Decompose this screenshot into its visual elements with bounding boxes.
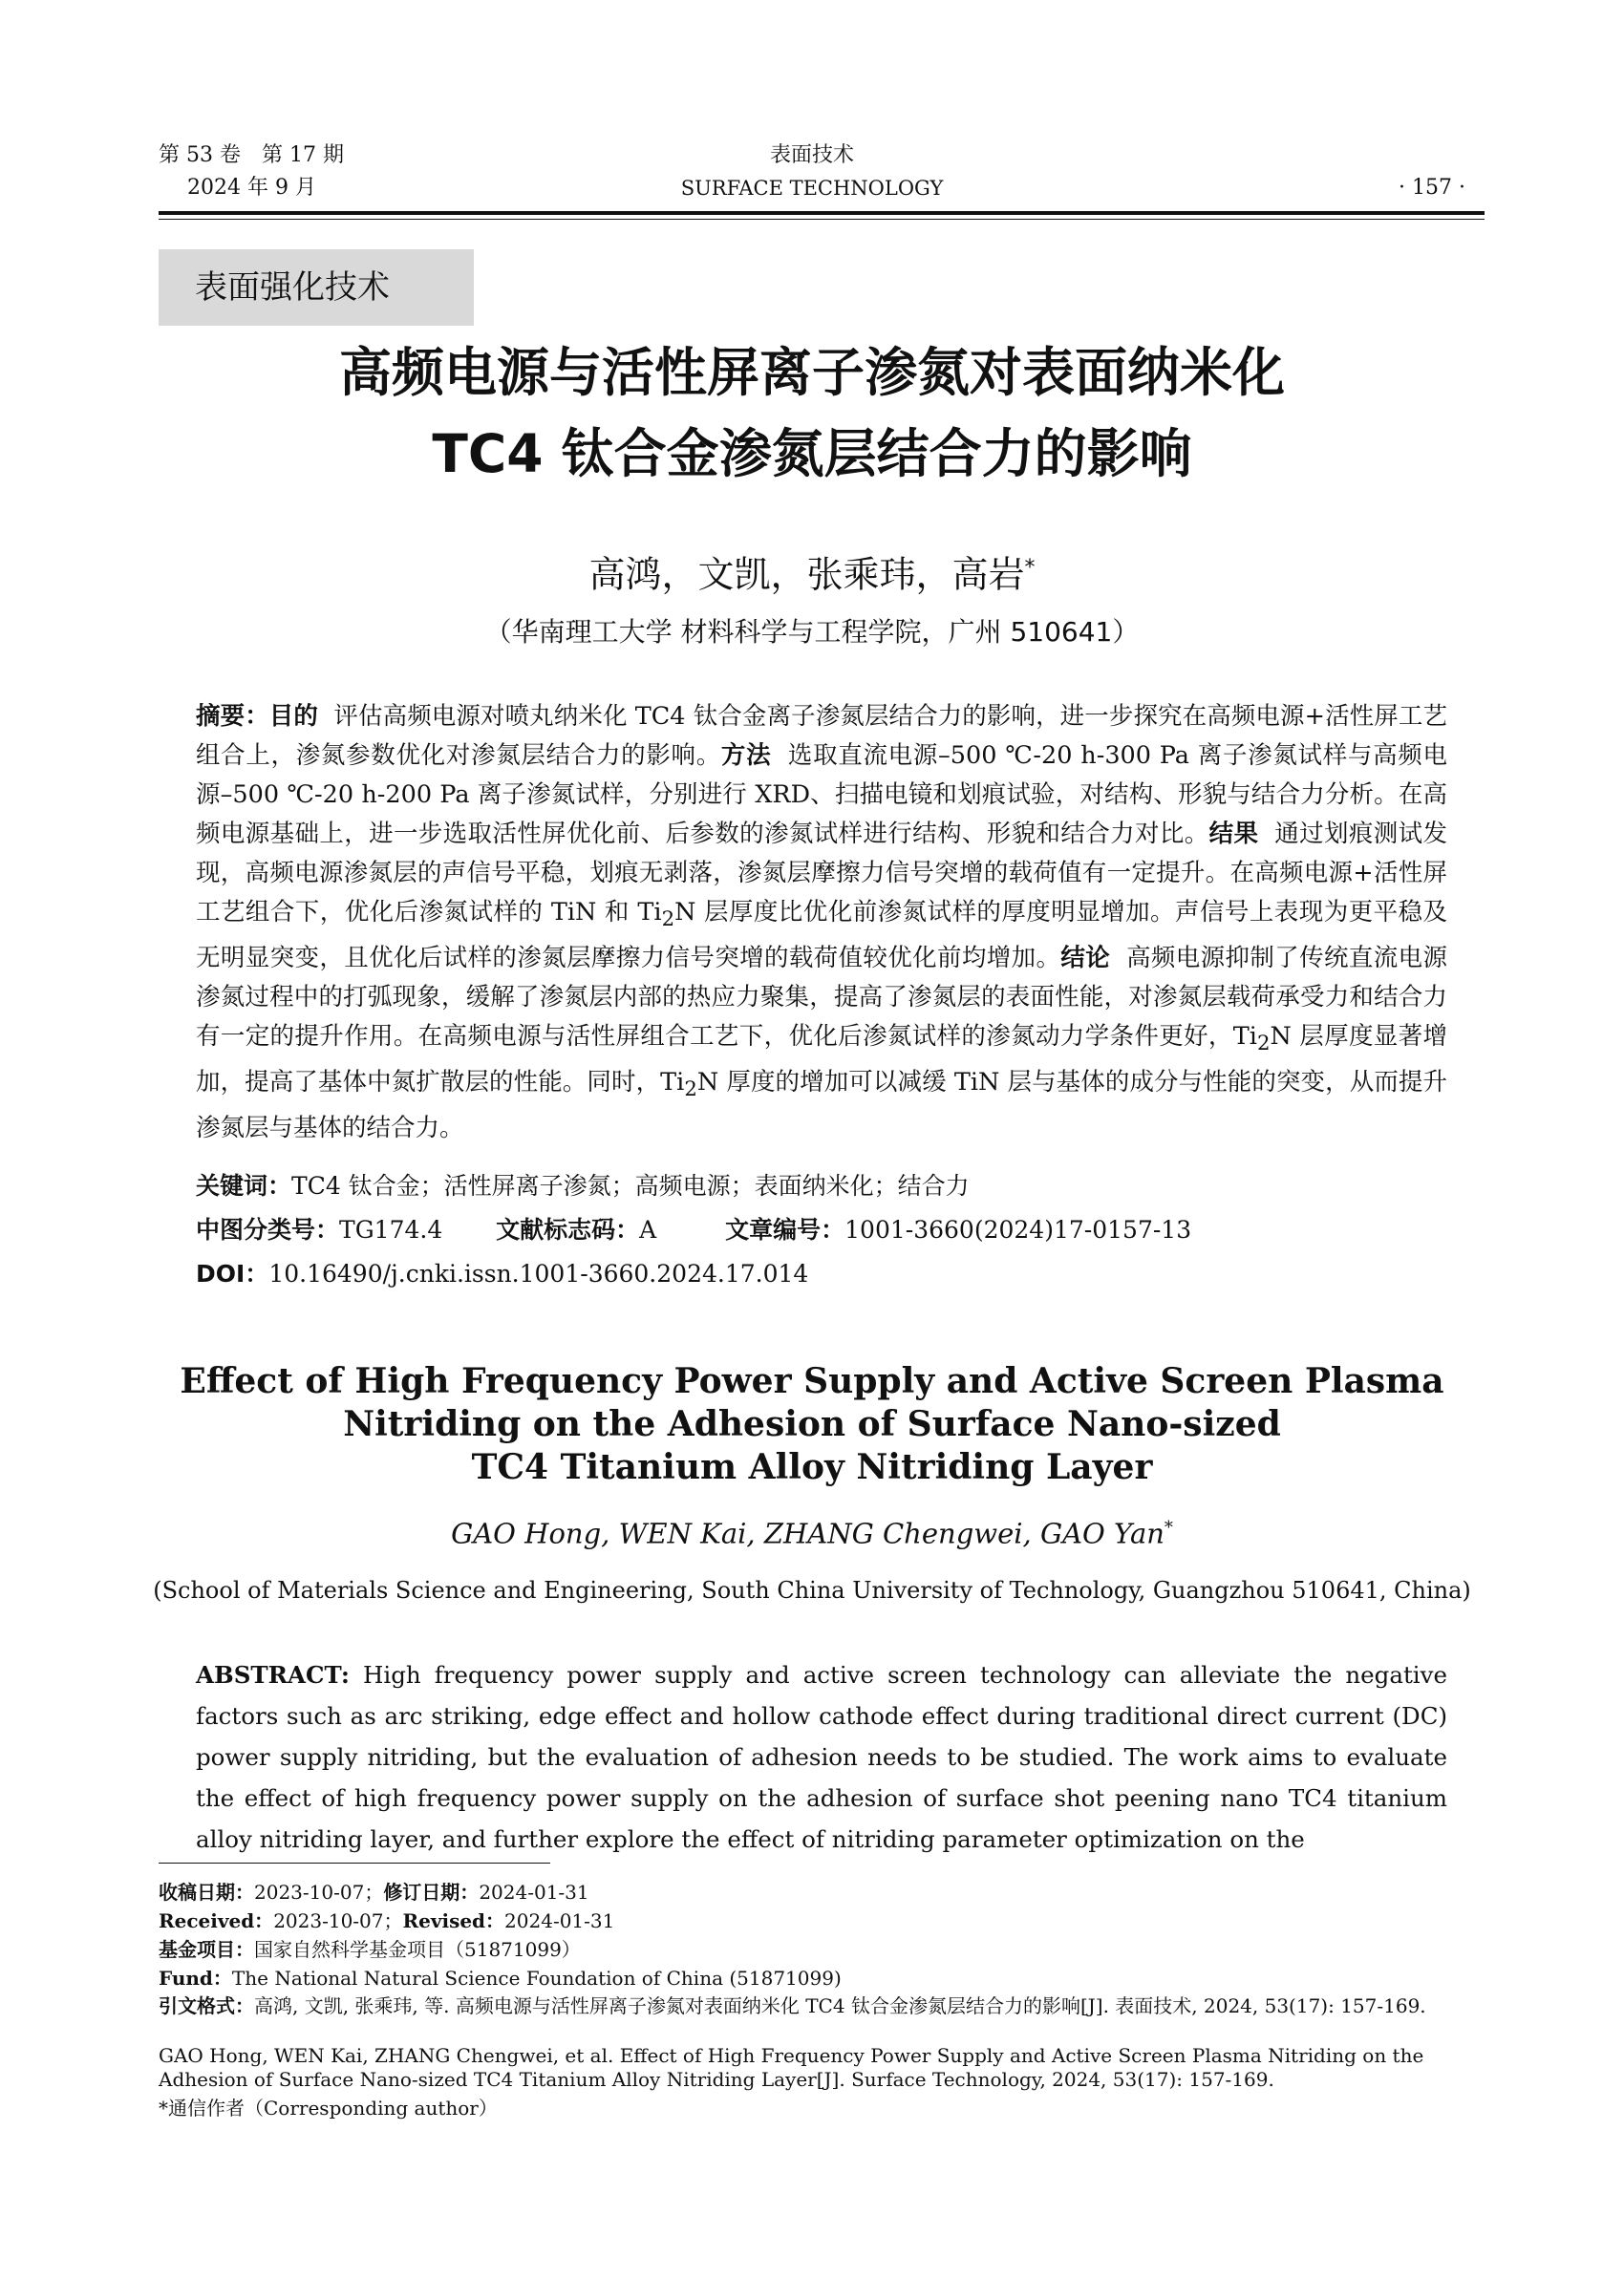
subscript: 2 [1256, 1032, 1271, 1056]
abstract-method-text: 选取直流电源–500 ℃-20 h-300 Pa 离子渗氮试样与高频电源–500 ℃-20 h-200 Pa 离子渗氮试样，分别进行 XRD、扫描电镜和划痕试验，对结构、形貌与结合力分析。在高频电源基础上，进一步选取活性屏优化前、后参数的渗氮试样进行结构、形貌和结合力对比。 [196, 741, 1447, 848]
abstract-en [196, 1654, 1447, 1860]
classification-line [196, 1211, 1447, 1249]
doi-line [196, 1255, 1447, 1293]
affiliation-en: (School of Materials Science and Engineering, South China University of Technology, Guangzhou 510641, China) [153, 1577, 1471, 1604]
value: 2023-10-07； [273, 1909, 403, 1932]
label: Fund： [159, 1967, 232, 1990]
header-rule-thin [159, 219, 1485, 220]
abstract-en-label: ABSTRACT: [196, 1661, 350, 1689]
title-en [0, 1360, 1624, 1489]
title-cn-line2: TC4 钛合金渗氮层结合力的影响 [432, 423, 1192, 484]
title-en-line3: TC4 Titanium Alloy Nitriding Layer [471, 1447, 1153, 1487]
subscript: 2 [661, 907, 675, 932]
abstract-objective-label: 目的 [268, 702, 318, 731]
abstract-objective-text: 评估高频电源对喷丸纳米化 TC4 钛合金离子渗氮层结合力的影响，进一步探究在高频电源+活性屏工艺组合上，渗氮参数优化对渗氮层结合力的影响。 [196, 702, 1447, 770]
label: 引文格式： [159, 1994, 254, 2017]
section-tag: 表面强化技术 [159, 249, 474, 326]
title-cn-line1: 高频电源与活性屏离子渗氮对表面纳米化 [338, 342, 1285, 403]
label: 收稿日期： [159, 1881, 254, 1904]
subscript: 2 [684, 1077, 697, 1102]
value: 2024-01-31 [504, 1909, 615, 1932]
keywords-text: TC4 钛合金；活性屏离子渗氮；高频电源；表面纳米化；结合力 [291, 1172, 970, 1200]
header-journal-cn: 表面技术 [769, 143, 854, 167]
abstract-cn-label: 摘要： [196, 702, 269, 731]
footnote-citation-en: GAO Hong, WEN Kai, ZHANG Chengwei, et al. Effect of High Frequency Power Supply and Active Screen Plasma Nitriding on the Adhesion of Surface Nano-sized TC4 Titanium Alloy Nitriding Layer[J]. Surface Technology, 2024, 53(17): 157-169. [159, 2044, 1424, 2091]
label: 修订日期： [383, 1881, 480, 1904]
value: The National Natural Science Foundation of China (51871099) [231, 1967, 842, 1990]
authors-en: GAO Hong, WEN Kai, ZHANG Chengwei, GAO Yan* [451, 1517, 1173, 1550]
footnote-received-cn [159, 1878, 1485, 1907]
header-page-number: · 157 · [1399, 176, 1465, 200]
doi-value[interactable]: 10.16490/j.cnki.issn.1001-3660.2024.17.014 [268, 1260, 809, 1288]
label: 基金项目： [159, 1938, 254, 1961]
abstract-result-text: 通过划痕测试发现，高频电源渗氮层的声信号平稳，划痕无剥落，渗氮层摩擦力信号突增的载荷值有一定提升。在高频电源+活性屏工艺组合下，优化后渗氮试样的 TiN 和 Ti [196, 820, 1447, 927]
label: Received： [159, 1909, 274, 1932]
abstract-method-label: 方法 [720, 741, 772, 770]
abstract-result-label: 结果 [1208, 820, 1259, 848]
doc-code-label: 文献标志码： [496, 1216, 640, 1244]
value: 2024-01-31 [479, 1881, 589, 1904]
keywords [196, 1167, 1447, 1205]
article-number-label: 文章编号： [725, 1216, 845, 1244]
article-number-value: 1001-3660(2024)17-0157-13 [844, 1216, 1192, 1244]
title-en-line2: Nitriding on the Adhesion of Surface Nano-sized [343, 1404, 1281, 1444]
abstract-conclusion-text-2: N 层厚度显著增加，提高了基体中氮扩散层的性能。同时，Ti [196, 1022, 1447, 1097]
footnote-citation-cn [159, 1994, 1485, 2018]
abstract-result-text-2: N 层厚度比优化前渗氮试样的厚度明显增加。声信号上表现为更平稳及无明显突变，且优化后试样的渗氮层摩擦力信号突增的载荷值较优化前均增加。 [196, 898, 1448, 973]
abstract-conclusion-label: 结论 [1060, 944, 1111, 973]
footnote-received-en [159, 1907, 1485, 1935]
footnote-rule [159, 1863, 550, 1864]
header-date: 2024 年 9 月 [187, 176, 316, 200]
abstract-conclusion-text-3: N 厚度的增加可以减缓 TiN 层与基体的成分与性能的突变，从而提升渗氮层与基体的结合力。 [196, 1068, 1447, 1143]
authors-cn: 高鸿，文凯，张乘玮，高岩* [588, 553, 1036, 596]
footnote-fund-cn [159, 1935, 1485, 1964]
value: 2023-10-07； [254, 1881, 384, 1904]
keywords-label: 关键词： [196, 1172, 292, 1200]
footnote-corresponding-author: *通信作者（Corresponding author） [159, 2097, 498, 2120]
abstract-cn [196, 697, 1447, 1148]
doi-label: DOI： [196, 1260, 269, 1288]
clc-value: TG174.4 [339, 1216, 443, 1244]
label: Revised： [402, 1909, 505, 1932]
doc-code-value: A [639, 1216, 657, 1244]
value: 国家自然科学基金项目（51871099） [254, 1938, 581, 1961]
header-journal-en: SURFACE TECHNOLOGY [680, 177, 944, 200]
value: 高鸿, 文凯, 张乘玮, 等. 高频电源与活性屏离子渗氮对表面纳米化 TC4 钛合金渗氮层结合力的影响[J]. 表面技术, 2024, 53(17): 157-169. [254, 1994, 1426, 2017]
clc-label: 中图分类号： [196, 1216, 340, 1244]
header-volume: 第 53 卷 第 17 期 [159, 143, 344, 167]
header-rule-thick [159, 211, 1485, 215]
footnote-fund-en [159, 1964, 1485, 1992]
abstract-en-text: High frequency power supply and active screen technology can alleviate the negative factors such as arc striking, edge effect and hollow cathode effect during traditional direct current (DC) power supply nitriding, but the evaluation of adhesion needs to be studied. The work aims to evaluate the effect of high frequency power supply on the adhesion of surface shot peening nano TC4 titanium alloy nitriding layer, and further explore the effect of nitriding parameter optimization on the [196, 1661, 1447, 1853]
title-en-line1: Effect of High Frequency Power Supply and Active Screen Plasma [180, 1361, 1444, 1401]
abstract-conclusion-text: 高频电源抑制了传统直流电源渗氮过程中的打弧现象，缓解了渗氮层内部的热应力聚集，提高了渗氮层的表面性能，对渗氮层载荷承受力和结合力有一定的提升作用。在高频电源与活性屏组合工艺下，优化后渗氮试样的渗氮动力学条件更好，Ti [196, 944, 1447, 1052]
affiliation-cn: （华南理工大学 材料科学与工程学院，广州 510641） [484, 616, 1140, 648]
